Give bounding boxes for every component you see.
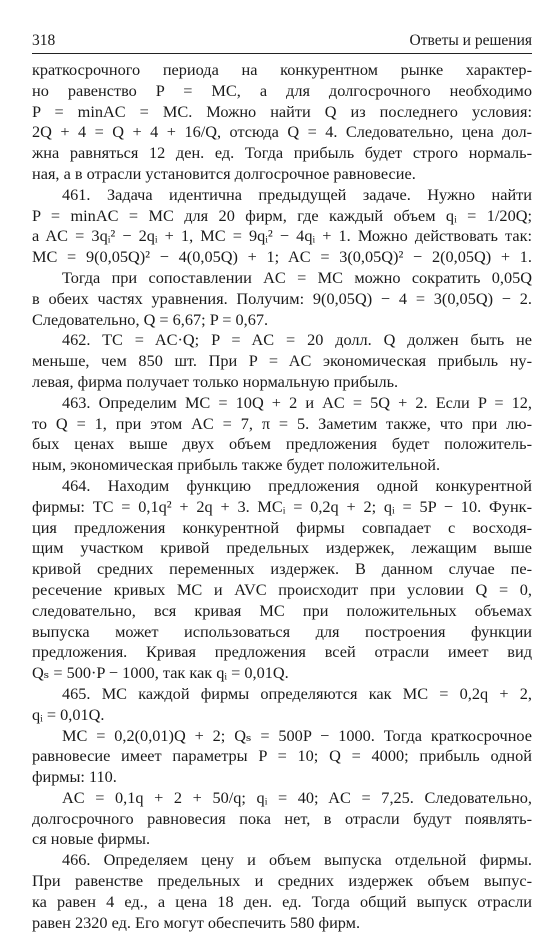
text-line: меньше, чем 850 шт. При P = AC экономическая прибыль ну- [32, 351, 532, 371]
text-line: 462. TC = AC·Q; P = AC = 20 долл. Q должен быть не [62, 330, 532, 350]
text-line: 461. Задача идентична предыдущей задаче. Нужно найти [62, 184, 532, 204]
text-line: ся новые фирмы. [32, 829, 151, 849]
text-line: ция предложения конкурентной фирмы совпадает с восходя- [32, 517, 532, 537]
text-line: При равенстве предельных и средних издержек объем выпус- [32, 871, 532, 891]
text-line: 463. Определим MC = 10Q + 2 и AC = 5Q + 2. Если P = 12, [62, 392, 532, 412]
page-body-text [32, 60, 532, 933]
text-line: AC = 0,1q + 2 + 50/q; qᵢ = 40; AC = 7,25. Следовательно, [62, 787, 532, 807]
text-line: но равенство P = MC, а для долгосрочного необходимо [32, 80, 532, 100]
text-line: 465. MC каждой фирмы определяются как MC = 0,2q + 2, [62, 683, 532, 703]
text-line: ная, а в отрасли установится долгосрочное равновесие. [32, 163, 416, 183]
text-line: краткосрочного периода на конкурентном рынке характер- [32, 60, 532, 79]
text-line: равен 2320 ед. Его могут обеспечить 580 фирм. [32, 912, 361, 932]
text-line: щим участком кривой предельных издержек, лежащим выше [32, 538, 532, 558]
page-header [32, 30, 532, 54]
page-number: 318 [32, 32, 56, 49]
text-line: qᵢ = 0,01Q. [32, 704, 105, 724]
text-line: Qₛ = 500·P − 1000, так как qᵢ = 0,01Q. [32, 663, 289, 683]
text-line: 464. Находим функцию предложения одной конкурентной [62, 475, 532, 495]
text-line: ресечение кривых MC и AVC происходит при условии Q = 0, [32, 579, 532, 599]
text-line: следовательно, вся кривая MC при положительных объемах [32, 600, 532, 620]
text-line: MC = 0,2(0,01)Q + 2; Qₛ = 500P − 1000. Тогда краткосрочное [62, 725, 532, 745]
text-line: то Q = 1, при этом AC = 7, π = 5. Заметим также, что при лю- [32, 413, 532, 433]
text-line: фирмы: TC = 0,1q² + 2q + 3. MCᵢ = 0,2q + 2; qᵢ = 5P − 10. Функ- [32, 496, 532, 516]
text-line: P = minAC = MC. Можно найти Q из последнего условия: [32, 101, 532, 121]
text-line: левая, фирма получает только нормальную прибыль. [32, 371, 399, 391]
text-line: долгосрочного равновесия пока нет, в отрасли будут появлять- [32, 808, 532, 828]
text-line: фирмы: 110. [32, 767, 117, 787]
text-line: P = minAC = MC для 20 фирм, где каждый объем qᵢ = 1/20Q; [32, 205, 532, 225]
text-line: Следовательно, Q = 6,67; P = 0,67. [32, 309, 269, 329]
text-line: a AC = 3qᵢ² − 2qᵢ + 1, MC = 9qᵢ² − 4qᵢ + 1. Можно действовать так: [32, 226, 532, 246]
text-line: выпуска может использоваться для построения функции [32, 621, 532, 641]
text-line: равновесие имеет параметры P = 10; Q = 4000; прибыль одной [32, 746, 532, 766]
running-title: Ответы и решения [409, 32, 532, 49]
text-line: ка равен 4 ед., а цена 18 ден. ед. Тогда общий выпуск отрасли [32, 891, 532, 911]
text-line: 2Q + 4 = Q + 4 + 16/Q, отсюда Q = 4. Следовательно, цена дол- [32, 122, 532, 142]
text-line: бых ценах выше двух объем предложения будет положитель- [32, 434, 532, 454]
text-line: ным, экономическая прибыль также будет положительной. [32, 455, 441, 475]
text-line: 466. Определяем цену и объем выпуска отдельной фирмы. [62, 850, 532, 870]
text-line: в обеих частях уравнения. Получим: 9(0,05Q) − 4 = 3(0,05Q) − 2. [32, 288, 532, 308]
text-line: Тогда при сопоставлении AC = MC можно сократить 0,05Q [62, 267, 532, 287]
text-line: предложения. Кривая предложения всей отрасли имеет вид [32, 642, 532, 662]
text-line: жна равняться 12 ден. ед. Тогда прибыль будет строго нормаль- [32, 143, 532, 163]
text-line: MC = 9(0,05Q)² − 4(0,05Q) + 1; AC = 3(0,05Q)² − 2(0,05Q) + 1. [32, 247, 532, 267]
text-line: кривой средних переменных издержек. В данном случае пе- [32, 559, 532, 579]
